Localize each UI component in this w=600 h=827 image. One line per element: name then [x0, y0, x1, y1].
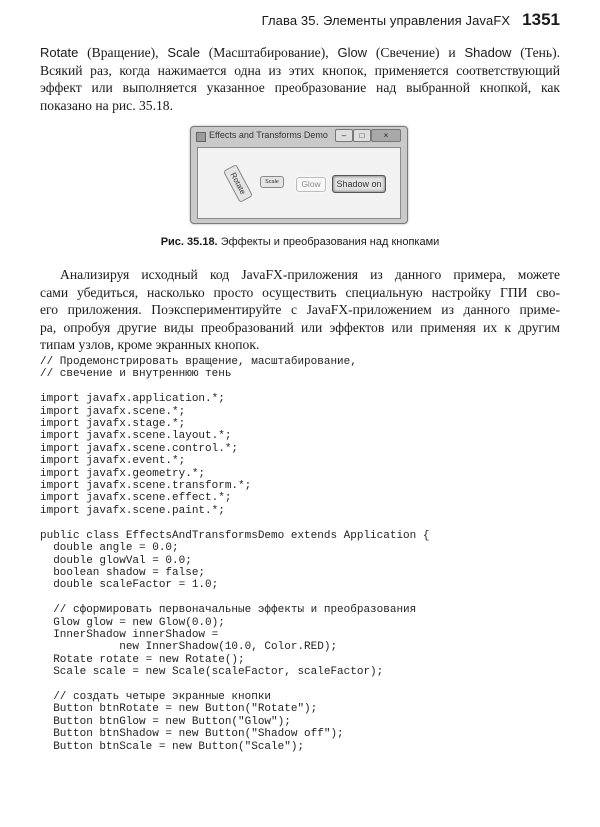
code-listing: // Продемонстрировать вращение, масштабирование, // свечение и внутреннюю тень import javafx.application.*; import javafx.scene.*; import javafx.stage.*; import javafx.scene.layout.*; import javafx.scene.control.*; import javafx.event.*; import javafx.geometry.*; import javafx.scene.transform.*; import javafx.scene.effect.*; import javafx.scene.paint.*; public class EffectsAndTransformsDemo extends Application { double angle = 0.0; double glowVal = 0.0; boolean shadow = false; double scaleFactor = 1.0; // сформировать первоначальные эффекты и преобразования Glow glow = new Glow(0.0); InnerShadow innerShadow = new InnerShadow(10.0, Color.RED); Rotate rotate = new Rotate(); Scale scale = new Scale(scaleFactor, scaleFactor); // создать четыре экранные кнопки Button btnRotate = new Button("Rotate"); Button btnGlow = new Button("Glow"); Button btnShadow = new Button("Shadow off"); Button btnScale = new Button("Scale");	[40, 356, 430, 753]
figure-screenshot-window	[190, 126, 408, 224]
text-run: (Масштабирование),	[199, 45, 338, 60]
term-shadow: Shadow	[464, 45, 512, 60]
paragraph-line: Всякий раз, когда нажимается одна из этих кнопок, применяется соответствующий	[40, 62, 560, 78]
text-run: (Тень).	[511, 45, 561, 60]
glow-button[interactable]: Glow	[296, 177, 326, 192]
window-titlebar	[191, 127, 407, 145]
text-run: (Свечение) и	[367, 45, 465, 60]
caption-text: Эффекты и преобразования над кнопками	[220, 236, 440, 248]
text-run: (Вращение),	[78, 45, 168, 60]
paragraph-line: ра, опробуя другие виды преобразований или эффектов или применяя их к другим	[40, 319, 560, 335]
close-button[interactable]	[371, 129, 401, 142]
window-client-area	[197, 147, 401, 219]
term-rotate: Rotate	[40, 45, 79, 60]
maximize-icon: □	[359, 131, 365, 140]
minimize-icon: –	[341, 131, 347, 140]
paragraph-line: показано на рис. 35.18.	[40, 97, 173, 113]
shadow-button[interactable]: Shadow on	[332, 175, 386, 193]
close-icon: ×	[383, 131, 389, 140]
caption-label: Рис. 35.18.	[160, 236, 218, 248]
paragraph-line: сами убедиться, насколько просто осуществить специальную настройку ГПИ сво-	[40, 284, 560, 300]
term-glow: Glow	[337, 45, 368, 60]
paragraph-line: типам узлов, кроме экранных кнопок.	[40, 337, 260, 353]
paragraph-line: Анализируя исходный код JavaFX-приложения из данного примера, можете	[60, 267, 560, 282]
app-icon	[196, 132, 206, 142]
page-number: 1351	[522, 10, 560, 29]
chapter-title: Глава 35. Элементы управления JavaFX	[261, 13, 511, 28]
window-title: Effects and Transforms Demo	[209, 130, 328, 140]
paragraph-line: эффект или выполняется указанное преобразование над выбранной кнопкой, как	[40, 80, 560, 96]
body-paragraph	[40, 266, 560, 354]
maximize-button[interactable]	[353, 129, 371, 142]
scale-button[interactable]: Scale	[260, 176, 284, 188]
figure-caption	[0, 236, 600, 248]
paragraph-line	[40, 44, 560, 62]
running-header	[0, 10, 560, 30]
rotate-button[interactable]: Rotate	[223, 164, 253, 203]
minimize-button[interactable]	[335, 129, 353, 142]
intro-paragraph	[40, 44, 560, 114]
paragraph-line: его приложения. Поэкспериментируйте с JavaFX-приложением из данного приме-	[40, 302, 560, 318]
term-scale: Scale	[167, 45, 200, 60]
